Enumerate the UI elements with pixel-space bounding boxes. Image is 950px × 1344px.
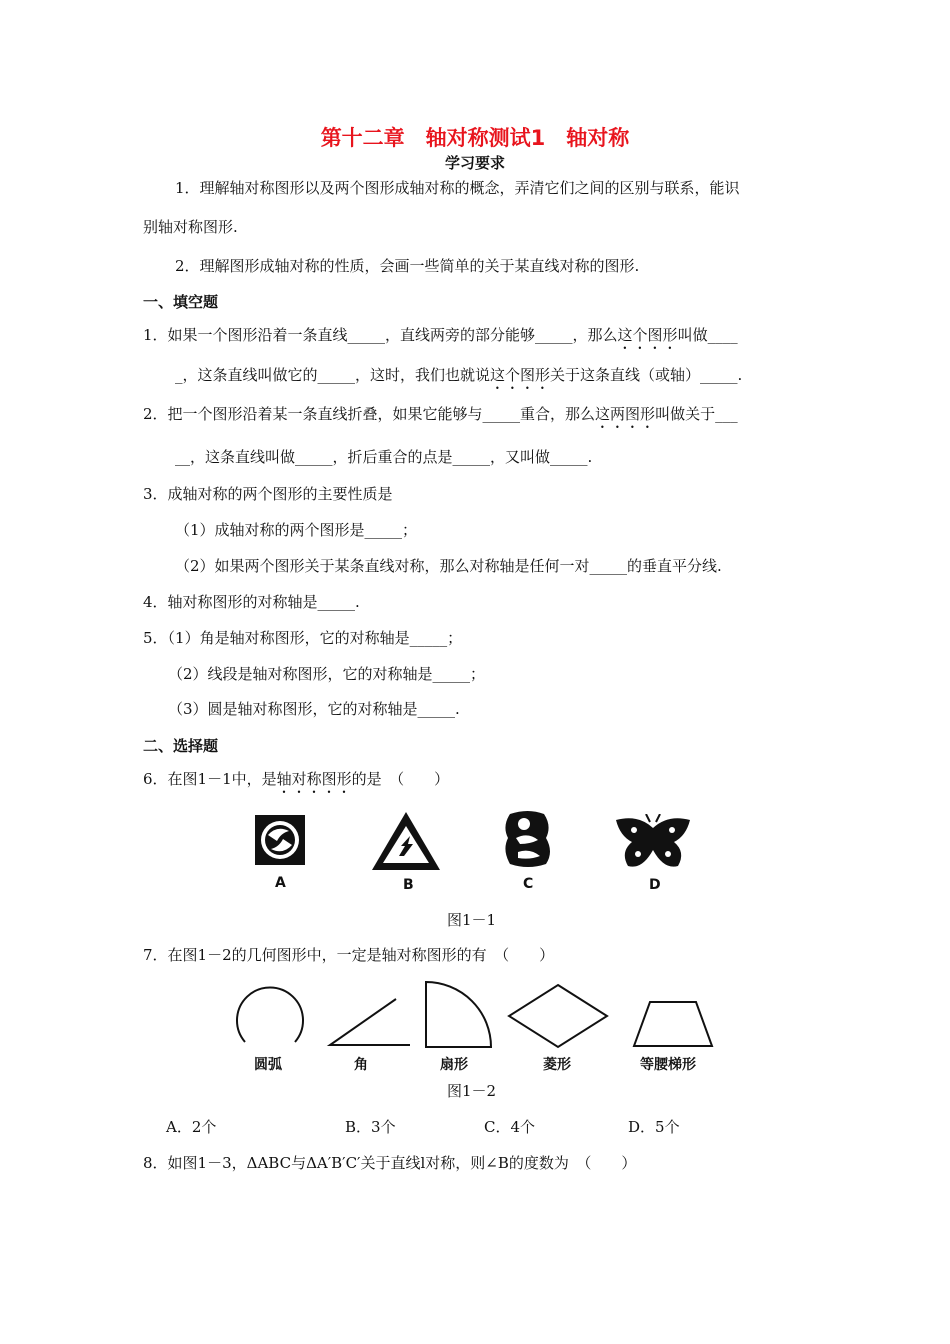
- question-3-part-1: （1）成轴对称的两个图形是_____；: [175, 521, 418, 539]
- figure-1-2-label-trapezoid: 等腰梯形: [640, 1057, 696, 1073]
- figure-1-1-caption: 图1－1: [447, 911, 497, 929]
- section-fill-in: 一、填空题: [143, 293, 219, 311]
- question-8: 8．如图1－3，ΔABC与ΔA′B′C′关于直线l对称，则∠B的度数为 （ ）: [143, 1154, 637, 1172]
- emblem-c-icon: [500, 808, 556, 870]
- figure-1-1-label-a: A: [275, 875, 286, 891]
- question-7-option-d: D．5个: [628, 1118, 680, 1136]
- subtitle: 学习要求: [444, 154, 505, 172]
- question-7-option-b: B．3个: [345, 1118, 396, 1136]
- requirement-1-line-2: 别轴对称图形.: [143, 218, 238, 236]
- question-6: 6．在图1－1中，是轴对称图形的是 （ ）: [143, 770, 450, 788]
- question-7-option-a: A．2个: [166, 1118, 217, 1136]
- figure-1-1-label-d: D: [649, 877, 661, 893]
- figure-1-2-label-sector: 扇形: [440, 1057, 468, 1073]
- warning-sign-icon: [370, 810, 442, 872]
- question-2-line-2: __，这条直线叫做_____，折后重合的点是_____，又叫做_____.: [175, 448, 593, 466]
- angle-shape-icon: [322, 995, 414, 1051]
- figure-1-2-label-arc: 圆弧: [254, 1057, 282, 1073]
- requirement-1-line-1: 1．理解轴对称图形以及两个图形成轴对称的概念，弄清它们之间的区别与联系，能识: [175, 179, 740, 197]
- figure-1-1-label-c: C: [523, 876, 534, 892]
- question-7-option-c: C．4个: [484, 1118, 536, 1136]
- question-5-part-2: （2）线段是轴对称图形，它的对称轴是_____；: [168, 665, 486, 683]
- question-3-part-2: （2）如果两个图形关于某条直线对称，那么对称轴是任何一对_____的垂直平分线.: [175, 557, 722, 575]
- page-title: 第十二章 轴对称测试1 轴对称: [320, 126, 630, 150]
- sector-shape-icon: [422, 978, 496, 1050]
- question-4: 4．轴对称图形的对称轴是_____.: [143, 593, 360, 611]
- question-3-stem: 3．成轴对称的两个图形的主要性质是: [143, 485, 393, 503]
- arc-shape-icon: [230, 980, 310, 1050]
- question-5-part-1: 5．（1）角是轴对称图形，它的对称轴是_____；: [143, 629, 463, 647]
- logo-a-icon: [255, 815, 305, 865]
- question-7: 7．在图1－2的几何图形中，一定是轴对称图形的有 （ ）: [143, 946, 555, 964]
- question-1-line-1: 1．如果一个图形沿着一条直线_____，直线两旁的部分能够_____，那么这个图形叫做____: [143, 326, 738, 344]
- question-5-part-3: （3）圆是轴对称图形，它的对称轴是_____.: [168, 700, 460, 718]
- figure-1-2-label-rhombus: 菱形: [543, 1057, 571, 1073]
- question-2-line-1: 2．把一个图形沿着某一条直线折叠，如果它能够与_____重合，那么这两图形叫做关于___: [143, 405, 738, 423]
- figure-1-1-label-b: B: [403, 877, 414, 893]
- requirement-2: 2．理解图形成轴对称的性质，会画一些简单的关于某直线对称的图形.: [175, 257, 640, 275]
- trapezoid-shape-icon: [632, 1000, 714, 1048]
- figure-1-2-label-angle: 角: [354, 1057, 368, 1073]
- question-1-line-2: _，这条直线叫做它的_____，这时，我们也就说这个图形关于这条直线（或轴）_____.: [175, 366, 743, 384]
- rhombus-shape-icon: [506, 983, 610, 1049]
- section-multiple-choice: 二、选择题: [143, 737, 219, 755]
- figure-1-2-caption: 图1－2: [447, 1082, 497, 1100]
- butterfly-icon: [612, 814, 694, 872]
